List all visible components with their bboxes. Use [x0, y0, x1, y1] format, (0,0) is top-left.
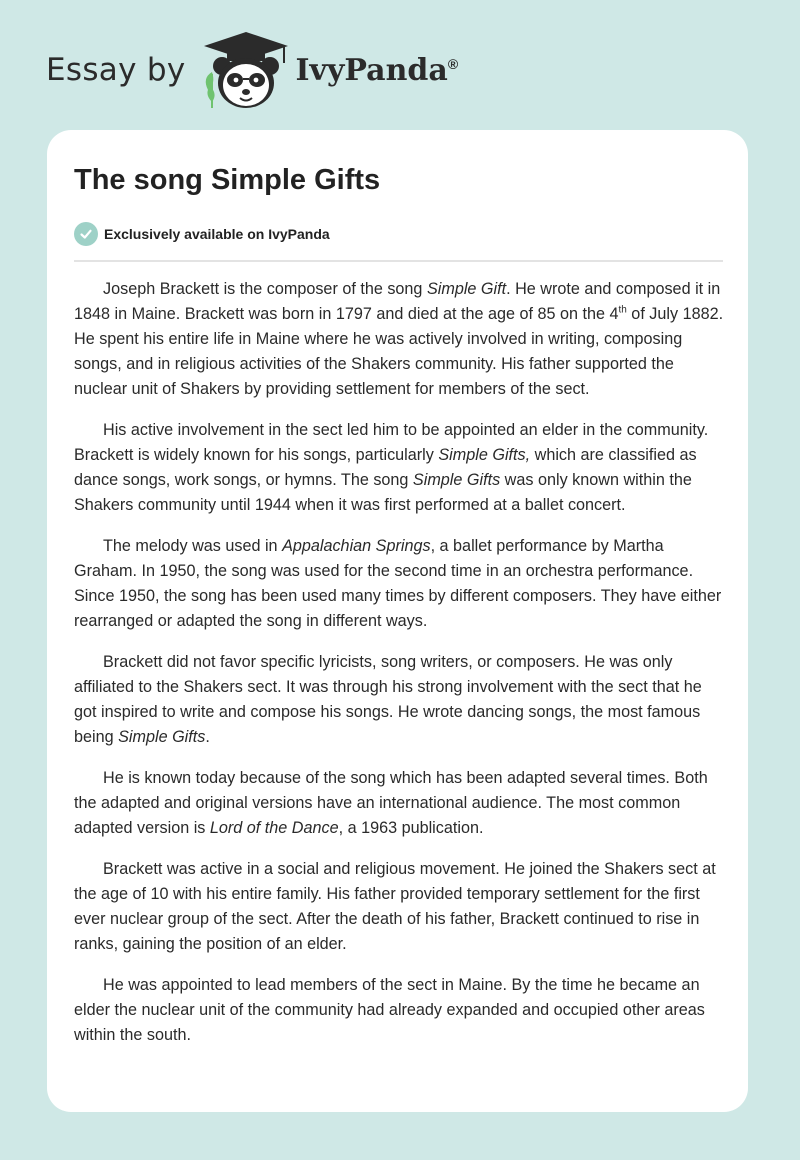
panda-graduate-logo-icon[interactable] [200, 30, 292, 110]
title-divider [74, 260, 723, 262]
paragraph: Brackett did not favor specific lyricists, song writers, or composers. He was only affiliated to the Shakers sect. It was through his strong involvement with the sect that he got inspired to write and compose his songs. He wrote dancing songs, the most famous being Simple Gifts. [74, 653, 702, 746]
essay-body [74, 277, 725, 1064]
site-header [46, 30, 458, 110]
paragraph: Brackett was active in a social and religious movement. He joined the Shakers sect at the age of 10 with his entire family. His father provided temporary settlement for the first ever nuclear group of the sect. After the death of his father, Brackett continued to rise in ranks, gaining the position of an elder. [74, 860, 716, 953]
registered-mark: ® [447, 55, 459, 72]
paragraph: His active involvement in the sect led him to be appointed an elder in the community. Brackett is widely known for his songs, particularly Simple Gifts, which are classified as dance songs, work songs, or hymns. The song Simple Gifts was only known within the Shakers community until 1944 when it was first performed at a ballet concert. [74, 421, 709, 514]
paragraph: He is known today because of the song which has been adapted several times. Both the adapted and original versions have an international audience. The most common adapted version is Lord of the Dance, a 1963 publication. [74, 769, 708, 837]
exclusive-label: Exclusively available on IvyPanda [104, 226, 330, 242]
brand-logo-text[interactable]: IvyPanda® [295, 52, 459, 88]
essay-by-label: Essay by [46, 52, 186, 88]
paragraph: Joseph Brackett is the composer of the song Simple Gift. He wrote and composed it in 1848 in Maine. Brackett was born in 1797 and died at the age of 85 on the 4th of July 1882. He spent his entire life in Maine where he was actively involved in writing, composing songs, and in religious activities of the Shakers community. His father supported the nuclear unit of Shakers by providing settlement for members of the sect. [74, 280, 724, 398]
checkmark-icon [74, 222, 98, 246]
paragraph: He was appointed to lead members of the sect in Maine. By the time he became an elder the nuclear unit of the community had already expanded and occupied other areas within the south. [74, 976, 705, 1044]
exclusive-badge [74, 222, 330, 246]
essay-title: The song Simple Gifts [74, 164, 381, 196]
paragraph: The melody was used in Appalachian Springs, a ballet performance by Martha Graham. In 1950, the song was used for the second time in an orchestra performance. Since 1950, the song has been used many times by different composers. They have either rearranged or adapted the song in different ways. [74, 537, 722, 630]
essay-card [47, 130, 748, 1112]
